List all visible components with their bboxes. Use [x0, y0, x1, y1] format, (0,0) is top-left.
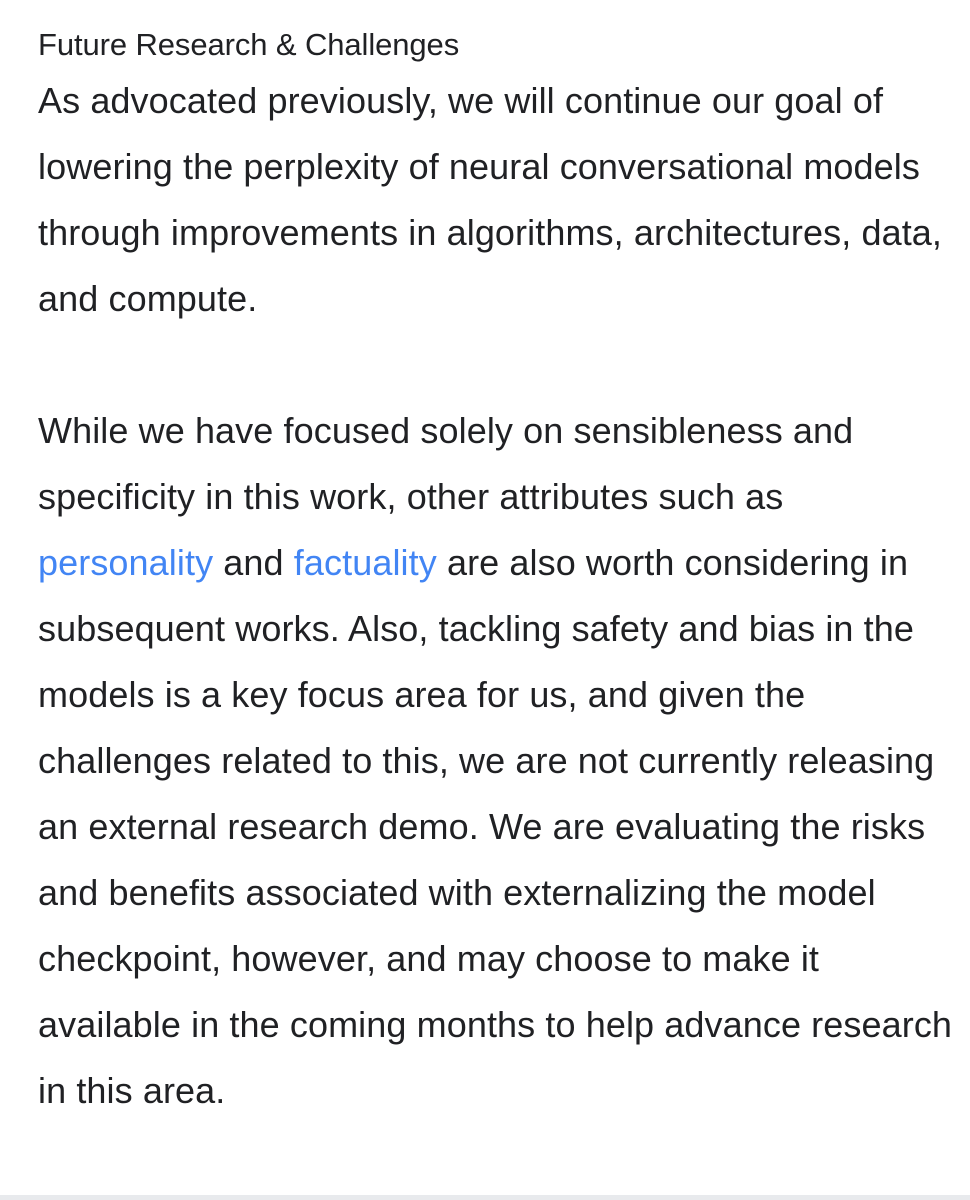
paragraph-text-segment: and [213, 542, 294, 583]
paragraph-text-segment: While we have focused solely on sensibleness and specificity in this work, other attributes such as [38, 410, 854, 517]
factuality-link[interactable]: factuality [293, 542, 437, 583]
section-heading: Future Research & Challenges [38, 27, 460, 62]
paragraph-intro: As advocated previously, we will continue our goal of lowering the perplexity of neural conversational models through improvements in algorithms, architectures, data, and compute. [38, 80, 943, 319]
article-body [38, 22, 958, 1124]
personality-link[interactable]: personality [38, 542, 214, 583]
paragraph-text-segment: are also worth considering in subsequent works. Also, tackling safety and bias in the models is a key focus area for us, and given the challenges related to this, we are not currently releasing an external research demo. We are evaluating the risks and benefits associated with externalizing the model checkpoint, however, and may choose to make it available in the coming months to help advance research in this area. [38, 542, 953, 1111]
paragraph-attributes [38, 398, 958, 1124]
bottom-divider [0, 1195, 970, 1200]
